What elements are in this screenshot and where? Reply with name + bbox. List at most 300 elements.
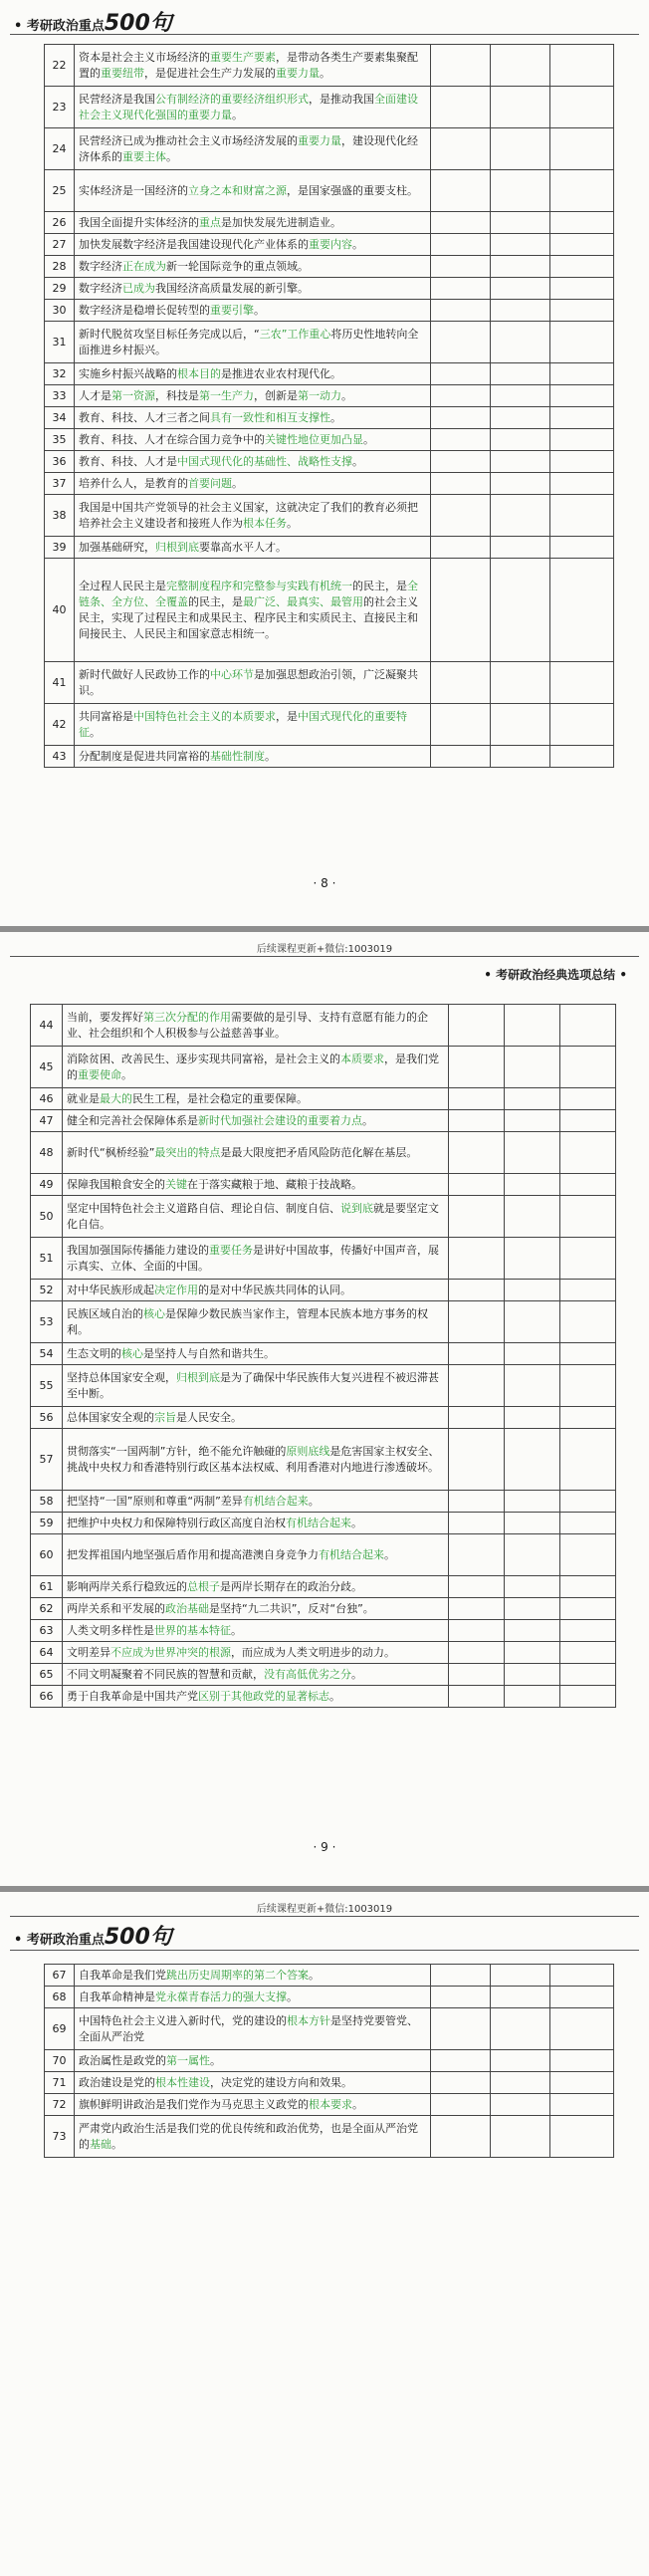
text-segment: 我国加强国际传播能力建设的 [67, 1243, 209, 1257]
statement-text [75, 559, 431, 662]
check-cell [449, 1598, 505, 1620]
key-phrase: 第一生产力 [199, 388, 254, 402]
table-row [45, 2008, 614, 2050]
text-segment: ，是促进社会生产力发展的 [144, 66, 276, 80]
check-cell [491, 1987, 550, 2008]
key-phrase: 根本方针 [287, 2013, 330, 2027]
check-cell [505, 1642, 560, 1664]
text-segment: 我国全面提升实体经济的 [79, 215, 199, 229]
key-phrase: 第一属性 [166, 2053, 210, 2067]
key-phrase: 根本性建设 [155, 2075, 210, 2089]
table-row [45, 407, 614, 429]
check-cell [491, 212, 550, 234]
check-cell [431, 559, 491, 662]
text-segment: 。 [121, 1067, 132, 1081]
row-number: 56 [31, 1407, 63, 1429]
text-segment: 自我革命精神是 [79, 1990, 155, 2003]
text-segment: 分配制度是促进共同富裕的 [79, 749, 210, 763]
text-segment: 。 [341, 388, 352, 402]
text-segment: 保障我国粮食安全的 [67, 1177, 165, 1191]
check-cell [431, 234, 491, 256]
check-cell [560, 1047, 616, 1088]
statement-text [75, 363, 431, 385]
check-cell [550, 170, 614, 212]
check-cell [560, 1132, 616, 1174]
statement-text [75, 2008, 431, 2050]
text-segment: 总体国家安全观的 [67, 1410, 154, 1424]
check-cell [505, 1132, 560, 1174]
statement-text [63, 1047, 449, 1088]
text-segment: ，创新是 [254, 388, 298, 402]
check-cell [550, 2116, 614, 2158]
key-phrase: 立身之本和财富之源 [188, 183, 287, 197]
key-phrase: 本质要求 [340, 1052, 384, 1065]
table-row [45, 429, 614, 451]
text-segment: 是坚持党要管党、全面从严治党 [79, 2013, 418, 2043]
row-number: 59 [31, 1513, 63, 1534]
check-cell [491, 429, 550, 451]
row-number: 28 [45, 256, 75, 278]
key-phrase: 中国式现代化的基础性、战略性支撑 [177, 454, 352, 468]
check-cell [560, 1005, 616, 1047]
text-segment: 是人民安全。 [176, 1410, 242, 1424]
check-cell [505, 1110, 560, 1132]
table-row [31, 1343, 616, 1365]
key-phrase: 跳出历史周期率的第二个答案 [166, 1968, 309, 1982]
text-segment: 生态文明的 [67, 1346, 121, 1360]
table-row [31, 1196, 616, 1238]
check-cell [491, 385, 550, 407]
text-segment: ，是国家强盛的重要支柱。 [287, 183, 418, 197]
check-cell [491, 234, 550, 256]
check-cell [560, 1196, 616, 1238]
text-segment: 。 [352, 454, 363, 468]
statement-text [75, 704, 431, 746]
text-segment: 实体经济是一国经济的 [79, 183, 188, 197]
table-row [45, 87, 614, 128]
key-phrase: 完整制度程序和完整参与实践有机统一 [166, 579, 352, 592]
key-phrase: 根本目的 [177, 366, 221, 380]
text-segment: 数字经济 [79, 281, 122, 295]
text-segment: ，是我们党的 [67, 1052, 439, 1081]
text-segment: 是加强思想政治引领，广泛凝聚共识。 [79, 667, 418, 697]
row-number: 41 [45, 662, 75, 704]
text-segment: 的民主，是 [352, 579, 407, 592]
text-segment: 民营经济是我国 [79, 92, 155, 106]
key-phrase: 根本任务 [243, 516, 287, 530]
key-phrase: 重要力量 [276, 66, 320, 80]
check-cell [431, 662, 491, 704]
check-cell [491, 2116, 550, 2158]
key-phrase: 政治基础 [165, 1601, 209, 1615]
statement-text [75, 87, 431, 128]
text-segment: 。 [90, 725, 101, 739]
text-segment: 教育、科技、人才是 [79, 454, 177, 468]
table-row [45, 2094, 614, 2116]
text-segment: 数字经济 [79, 259, 122, 273]
text-segment: 培养什么人，是教育的 [79, 476, 188, 490]
table-row [45, 537, 614, 559]
check-cell [449, 1491, 505, 1513]
check-cell [449, 1576, 505, 1598]
key-phrase: 具有一致性和相互支撑性 [210, 410, 330, 424]
text-segment: 资本是社会主义市场经济的 [79, 50, 210, 64]
row-number: 52 [31, 1280, 63, 1301]
row-number: 40 [45, 559, 75, 662]
check-cell [491, 473, 550, 495]
row-number: 38 [45, 495, 75, 537]
key-phrase: 第一资源 [111, 388, 155, 402]
check-cell [505, 1196, 560, 1238]
key-phrase: 归根到底 [155, 540, 199, 554]
check-cell [491, 170, 550, 212]
check-cell [550, 473, 614, 495]
row-number: 73 [45, 2116, 75, 2158]
text-segment: 加快发展数字经济是我国建设现代化产业体系的 [79, 237, 309, 251]
check-cell [560, 1238, 616, 1280]
statement-text [75, 385, 431, 407]
check-cell [550, 451, 614, 473]
statement-text [63, 1534, 449, 1576]
text-segment: 的民主，是 [188, 594, 243, 608]
statement-text [63, 1686, 449, 1708]
text-segment: ，而应成为人类文明进步的动力。 [231, 1645, 395, 1659]
check-cell [505, 1429, 560, 1491]
key-phrase: 重要力量 [298, 133, 341, 147]
check-cell [431, 473, 491, 495]
table-row [45, 363, 614, 385]
table-row [45, 234, 614, 256]
key-phrase: 决定作用 [154, 1283, 198, 1296]
statement-text [75, 746, 431, 768]
text-segment: 政治属性是政党的 [79, 2053, 166, 2067]
check-cell [491, 662, 550, 704]
text-segment: 教育、科技、人才三者之间 [79, 410, 210, 424]
text-segment: ，是 [276, 709, 298, 723]
text-segment: 。 [351, 1516, 362, 1529]
text-segment: 。 [384, 1547, 395, 1561]
check-cell [491, 2008, 550, 2050]
check-cell [550, 1987, 614, 2008]
statement-text [75, 537, 431, 559]
page-10 [0, 1892, 649, 2576]
key-phrase: 原则底线 [286, 1444, 330, 1458]
table-row [45, 128, 614, 170]
row-number: 43 [45, 746, 75, 768]
check-cell [505, 1620, 560, 1642]
text-segment: 是坚持人与自然和谐共生。 [143, 1346, 275, 1360]
text-segment: 是讲好中国故事，传播好中国声音，展示真实、立体、全面的中国。 [67, 1243, 439, 1273]
check-cell [550, 746, 614, 768]
statement-text [63, 1513, 449, 1534]
text-segment: 新时代脱贫攻坚目标任务完成以后，“ [79, 327, 260, 341]
check-cell [550, 87, 614, 128]
table-row [45, 322, 614, 363]
row-number: 24 [45, 128, 75, 170]
check-cell [550, 2094, 614, 2116]
check-cell [449, 1088, 505, 1110]
key-phrase: 党永葆青春活力的强大支撑 [155, 1990, 287, 2003]
check-cell [449, 1132, 505, 1174]
text-segment: 人才是 [79, 388, 111, 402]
check-cell [550, 128, 614, 170]
check-cell [560, 1301, 616, 1343]
text-segment: 对中华民族形成起 [67, 1283, 154, 1296]
table-row [45, 473, 614, 495]
page-8 [0, 0, 649, 926]
key-phrase: 不应成为世界冲突的根源 [110, 1645, 231, 1659]
table-row [31, 1238, 616, 1280]
check-cell [431, 385, 491, 407]
key-phrase: 重要使命 [78, 1067, 121, 1081]
table-row [45, 662, 614, 704]
check-cell [560, 1088, 616, 1110]
text-segment: 需要做的是引导、支持有意愿有能力的企业、社会组织和个人积极参与公益慈善事业。 [67, 1010, 428, 1040]
statement-text [63, 1664, 449, 1686]
key-phrase: 重要任务 [209, 1243, 253, 1257]
row-number: 30 [45, 300, 75, 322]
check-cell [550, 429, 614, 451]
statement-text [75, 170, 431, 212]
page-header-title: • 考研政治重点500句 [14, 1925, 172, 1950]
statement-text [75, 429, 431, 451]
key-phrase: 没有高低优劣之分 [264, 1667, 351, 1681]
text-segment: 新时代“枫桥经验” [67, 1145, 155, 1159]
statement-text [75, 2072, 431, 2094]
check-cell [449, 1196, 505, 1238]
table-row [31, 1005, 616, 1047]
text-segment: 将历史性地转向全面推进乡村振兴。 [79, 327, 419, 356]
check-cell [431, 45, 491, 87]
table-row [31, 1280, 616, 1301]
check-cell [560, 1686, 616, 1708]
key-phrase: 总根子 [187, 1579, 220, 1593]
check-cell [491, 322, 550, 363]
check-cell [560, 1407, 616, 1429]
key-phrase: 第一动力 [298, 388, 341, 402]
key-phrase: 重要内容 [309, 237, 352, 251]
table-row [45, 2072, 614, 2094]
statement-text [75, 278, 431, 300]
table-row [45, 170, 614, 212]
key-phrase: 中国特色社会主义的本质要求 [133, 709, 276, 723]
row-number: 49 [31, 1174, 63, 1196]
check-cell [449, 1005, 505, 1047]
check-cell [431, 1965, 491, 1987]
check-cell [550, 45, 614, 87]
page-number: · 8 · [313, 876, 336, 890]
check-cell [550, 559, 614, 662]
check-cell [560, 1664, 616, 1686]
table-row [31, 1407, 616, 1429]
statement-text [75, 234, 431, 256]
text-segment: 民族区域自治的 [67, 1306, 143, 1320]
row-number: 37 [45, 473, 75, 495]
text-segment: 政治建设是党的 [79, 2075, 155, 2089]
check-cell [550, 278, 614, 300]
check-cell [550, 212, 614, 234]
key-phrase: 说到底 [340, 1201, 373, 1215]
key-phrase: 宗旨 [154, 1410, 176, 1424]
statement-text [63, 1196, 449, 1238]
text-segment: 旗帜鲜明讲政治是我们党作为马克思主义政党的 [79, 2097, 309, 2111]
key-phrase: 重要主体 [122, 149, 166, 163]
table-row [31, 1598, 616, 1620]
check-cell [491, 256, 550, 278]
check-cell [431, 704, 491, 746]
check-cell [449, 1620, 505, 1642]
check-cell [449, 1110, 505, 1132]
text-segment: ，是推动我国 [309, 92, 374, 106]
check-cell [505, 1491, 560, 1513]
text-segment: 。 [330, 410, 341, 424]
check-cell [491, 2072, 550, 2094]
text-segment: 是两岸长期存在的政治分歧。 [220, 1579, 362, 1593]
table-row [45, 256, 614, 278]
text-segment: 。 [320, 66, 330, 80]
text-segment: 实施乡村振兴战略的 [79, 366, 177, 380]
text-segment: 要靠高水平人才。 [199, 540, 287, 554]
key-phrase: 全链条、全方位、全覆盖 [79, 579, 418, 608]
text-segment: 就业是 [67, 1091, 100, 1105]
text-segment: 坚定中国特色社会主义道路自信、理论自信、制度自信、 [67, 1201, 340, 1215]
check-cell [431, 87, 491, 128]
check-cell [550, 662, 614, 704]
table-row [45, 45, 614, 87]
text-segment: 严肃党内政治生活是我们党的优良传统和政治优势，也是全面从严治党的 [79, 2121, 418, 2151]
key-phrase: 重要生产要素 [210, 50, 276, 64]
check-cell [491, 451, 550, 473]
row-number: 44 [31, 1005, 63, 1047]
check-cell [550, 234, 614, 256]
text-segment: ，是带动各类生产要素集聚配置的 [79, 50, 418, 80]
check-cell [550, 385, 614, 407]
statement-table [44, 44, 614, 768]
check-cell [449, 1238, 505, 1280]
table-row [31, 1534, 616, 1576]
text-segment: 是坚持“九二共识”，反对“台独”。 [209, 1601, 374, 1615]
table-row [45, 300, 614, 322]
check-cell [560, 1576, 616, 1598]
table-row [45, 495, 614, 537]
statement-text [63, 1598, 449, 1620]
statement-table [30, 1004, 616, 1708]
statement-text [75, 2116, 431, 2158]
table-row [45, 385, 614, 407]
row-number: 60 [31, 1534, 63, 1576]
row-number: 64 [31, 1642, 63, 1664]
text-segment: ，建设现代化经济体系的 [79, 133, 418, 163]
text-segment: 文明差异 [67, 1645, 110, 1659]
check-cell [491, 45, 550, 87]
table-row [31, 1513, 616, 1534]
key-phrase: 有机结合起来 [242, 1494, 309, 1508]
row-number: 72 [45, 2094, 75, 2116]
check-cell [550, 322, 614, 363]
row-number: 68 [45, 1987, 75, 2008]
check-cell [491, 128, 550, 170]
row-number: 36 [45, 451, 75, 473]
row-number: 58 [31, 1491, 63, 1513]
key-phrase: 中国式现代化的重要特征 [79, 709, 407, 739]
key-phrase: 核心 [143, 1306, 165, 1320]
check-cell [449, 1642, 505, 1664]
check-cell [491, 300, 550, 322]
check-cell [550, 495, 614, 537]
check-cell [560, 1429, 616, 1491]
statement-text [75, 473, 431, 495]
table-row [45, 704, 614, 746]
check-cell [431, 2094, 491, 2116]
check-cell [491, 559, 550, 662]
check-cell [431, 2116, 491, 2158]
page-header-title: • 考研政治重点500句 [14, 11, 172, 36]
statement-text [75, 322, 431, 363]
key-phrase: 重点 [199, 215, 221, 229]
key-phrase: 正在成为 [122, 259, 166, 273]
statement-text [75, 128, 431, 170]
check-cell [491, 537, 550, 559]
key-phrase: 有机结合起来 [319, 1547, 384, 1561]
check-cell [550, 407, 614, 429]
statement-text [75, 2094, 431, 2116]
text-segment: 。 [210, 2053, 221, 2067]
key-phrase: 有机结合起来 [286, 1516, 351, 1529]
check-cell [431, 322, 491, 363]
check-cell [550, 2008, 614, 2050]
text-segment: 。 [287, 516, 298, 530]
statement-text [75, 256, 431, 278]
key-phrase: 最突出的特点 [154, 1145, 221, 1159]
check-cell [491, 1965, 550, 1987]
statement-text [63, 1088, 449, 1110]
check-cell [560, 1513, 616, 1534]
check-cell [505, 1534, 560, 1576]
text-segment: 民营经济已成为推动社会主义市场经济发展的 [79, 133, 298, 147]
text-segment: 我国是中国共产党领导的社会主义国家，这就决定了我们的教育必须把培养社会主义建设者和接班人作为 [79, 500, 418, 530]
statement-text [63, 1620, 449, 1642]
check-cell [449, 1407, 505, 1429]
table-row [31, 1664, 616, 1686]
key-phrase: 第三次分配的作用 [143, 1010, 231, 1024]
statement-text [75, 212, 431, 234]
key-phrase: 三农”工作重心 [259, 327, 331, 341]
key-phrase: 中心环节 [210, 667, 254, 681]
text-segment: 是推进农业农村现代化。 [221, 366, 341, 380]
check-cell [550, 704, 614, 746]
statement-text [63, 1365, 449, 1407]
row-number: 48 [31, 1132, 63, 1174]
check-cell [505, 1174, 560, 1196]
key-phrase: 已成为 [122, 281, 155, 295]
row-number: 22 [45, 45, 75, 87]
check-cell [505, 1280, 560, 1301]
row-number: 61 [31, 1576, 63, 1598]
check-cell [431, 2072, 491, 2094]
check-cell [550, 1965, 614, 1987]
row-number: 50 [31, 1196, 63, 1238]
statement-text [75, 1965, 431, 1987]
check-cell [560, 1491, 616, 1513]
text-segment: 是为了确保中华民族伟大复兴进程不被迟滞甚至中断。 [67, 1370, 439, 1400]
table-row [45, 278, 614, 300]
row-number: 47 [31, 1110, 63, 1132]
row-number: 33 [45, 385, 75, 407]
check-cell [431, 746, 491, 768]
statement-text [75, 662, 431, 704]
key-phrase: 公有制经济的重要经济组织形式 [155, 92, 309, 106]
row-number: 62 [31, 1598, 63, 1620]
